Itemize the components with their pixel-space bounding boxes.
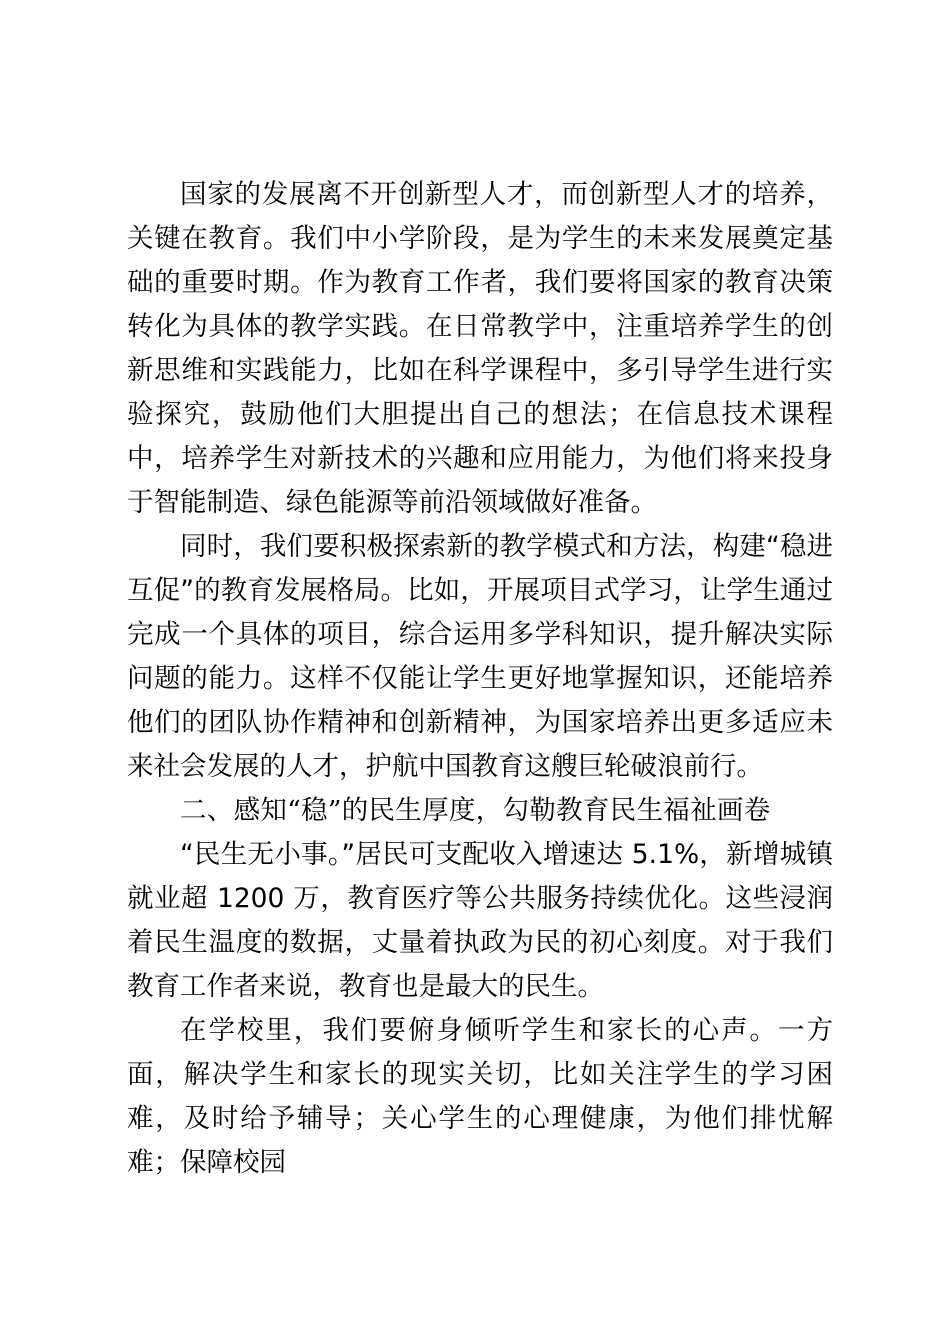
paragraph-school-listening: 在学校里，我们要俯身倾听学生和家长的心声。一方面，解决学生和家长的现实关切，比如关注学生的学习困难，及时给予辅导；关心学生的心理健康，为他们排忧解难；保障校园 [127, 1015, 833, 1178]
paragraph-teaching-models: 同时，我们要积极探索新的教学模式和方法，构建“稳进互促”的教育发展格局。比如，开展项目式学习，让学生通过完成一个具体的项目，综合运用多学科知识，提升解决实际问题的能力。这样不仅能让学生更好地掌握知识，还能培养他们的团队协作精神和创新精神，为国家培养出更多适应未来社会发展的人才，护航中国教育这艘巨轮破浪前行。 [127, 531, 833, 782]
document-body [127, 173, 833, 1185]
section-heading: 二、感知“稳”的民生厚度，勾勒教育民生福祉画卷 [180, 795, 771, 826]
paragraph-innovation-talent: 国家的发展离不开创新型人才，而创新型人才的培养，关键在教育。我们中小学阶段，是为学生的未来发展奠定基础的重要时期。作为教育工作者，我们要将国家的教育决策转化为具体的教学实践。在日常教学中，注重培养学生的创新思维和实践能力，比如在科学课程中，多引导学生进行实验探究，鼓励他们大胆提出自己的想法；在信息技术课程中，培养学生对新技术的兴趣和应用能力，为他们将来投身于智能制造、绿色能源等前沿领域做好准备。 [127, 179, 833, 518]
paragraph-livelihood: “民生无小事。”居民可支配收入增速达 5.1%，新增城镇就业超 1200 万，教育医疗等公共服务持续优化。这些浸润着民生温度的数据，丈量着执政为民的初心刻度。对于我们教育工作者来说，教育也是最大的民生。 [127, 839, 833, 1002]
